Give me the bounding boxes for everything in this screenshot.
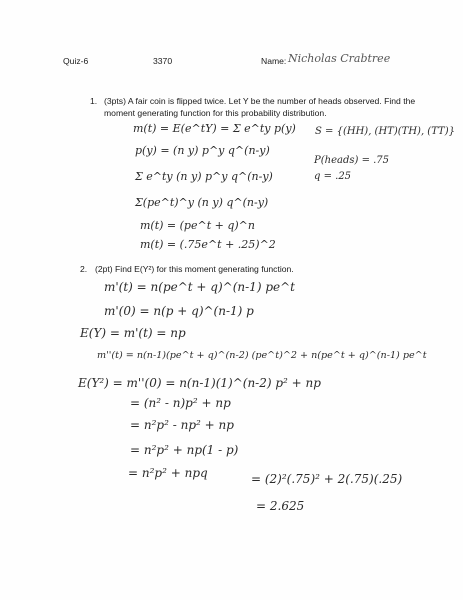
q2-work-line: = n²p² - np² + np (130, 418, 234, 432)
q2-work-line: = n²p² + npq (128, 466, 208, 480)
q2-work-line: = n²p² + np(1 - p) (130, 443, 239, 457)
q2-text: (2pt) Find E(Y²) for this moment generating function. (95, 264, 294, 274)
q2-work-line: m''(t) = n(n-1)(pe^t + q)^(n-2) (pe^t)^2 + n(pe^t + q)^(n-1) pe^t (97, 350, 427, 361)
q2-number: 2. (80, 264, 88, 274)
q1-work-line: m(t) = (.75e^t + .25)^2 (140, 238, 276, 251)
q2-work-line: E(Y) = m'(t) = np (80, 326, 186, 340)
q1-work-line: Σ e^ty (n y) p^y q^(n-y) (135, 170, 273, 183)
q1-q-value: q = .25 (314, 171, 352, 182)
q1-sample-space: S = {(HH), (HT)(TH), (TT)} (315, 126, 455, 137)
q2-work-line: = (2)²(.75)² + 2(.75)(.25) (251, 472, 403, 486)
q1-work-line: p(y) = (n y) p^y q^(n-y) (135, 144, 270, 157)
q2-work-line: E(Y²) = m''(0) = n(n-1)(1)^(n-2) p² + np (78, 376, 321, 390)
student-name: Nicholas Crabtree (288, 52, 391, 65)
q2-final-answer: = 2.625 (256, 499, 305, 513)
q2-work-line: m'(t) = n(pe^t + q)^(n-1) pe^t (104, 280, 295, 294)
q2-work-line: = (n² - n)p² + np (130, 396, 231, 410)
q1-text-line2: moment generating function for this probability distribution. (104, 108, 327, 118)
q1-number: 1. (90, 96, 98, 106)
quiz-label: Quiz-6 (63, 56, 89, 66)
name-label: Name: (261, 56, 287, 66)
course-number: 3370 (153, 56, 173, 66)
q1-work-line: m(t) = (pe^t + q)^n (140, 219, 255, 232)
q1-work-line: m(t) = E(e^tY) = Σ e^ty p(y) (133, 122, 296, 135)
q1-text-line1: (3pts) A fair coin is flipped twice. Let Y be the number of heads observed. Find the (104, 96, 416, 106)
q1-work-line: Σ(pe^t)^y (n y) q^(n-y) (135, 196, 269, 209)
q1-p-heads: P(heads) = .75 (314, 155, 390, 166)
q2-work-line: m'(0) = n(p + q)^(n-1) p (104, 304, 254, 318)
